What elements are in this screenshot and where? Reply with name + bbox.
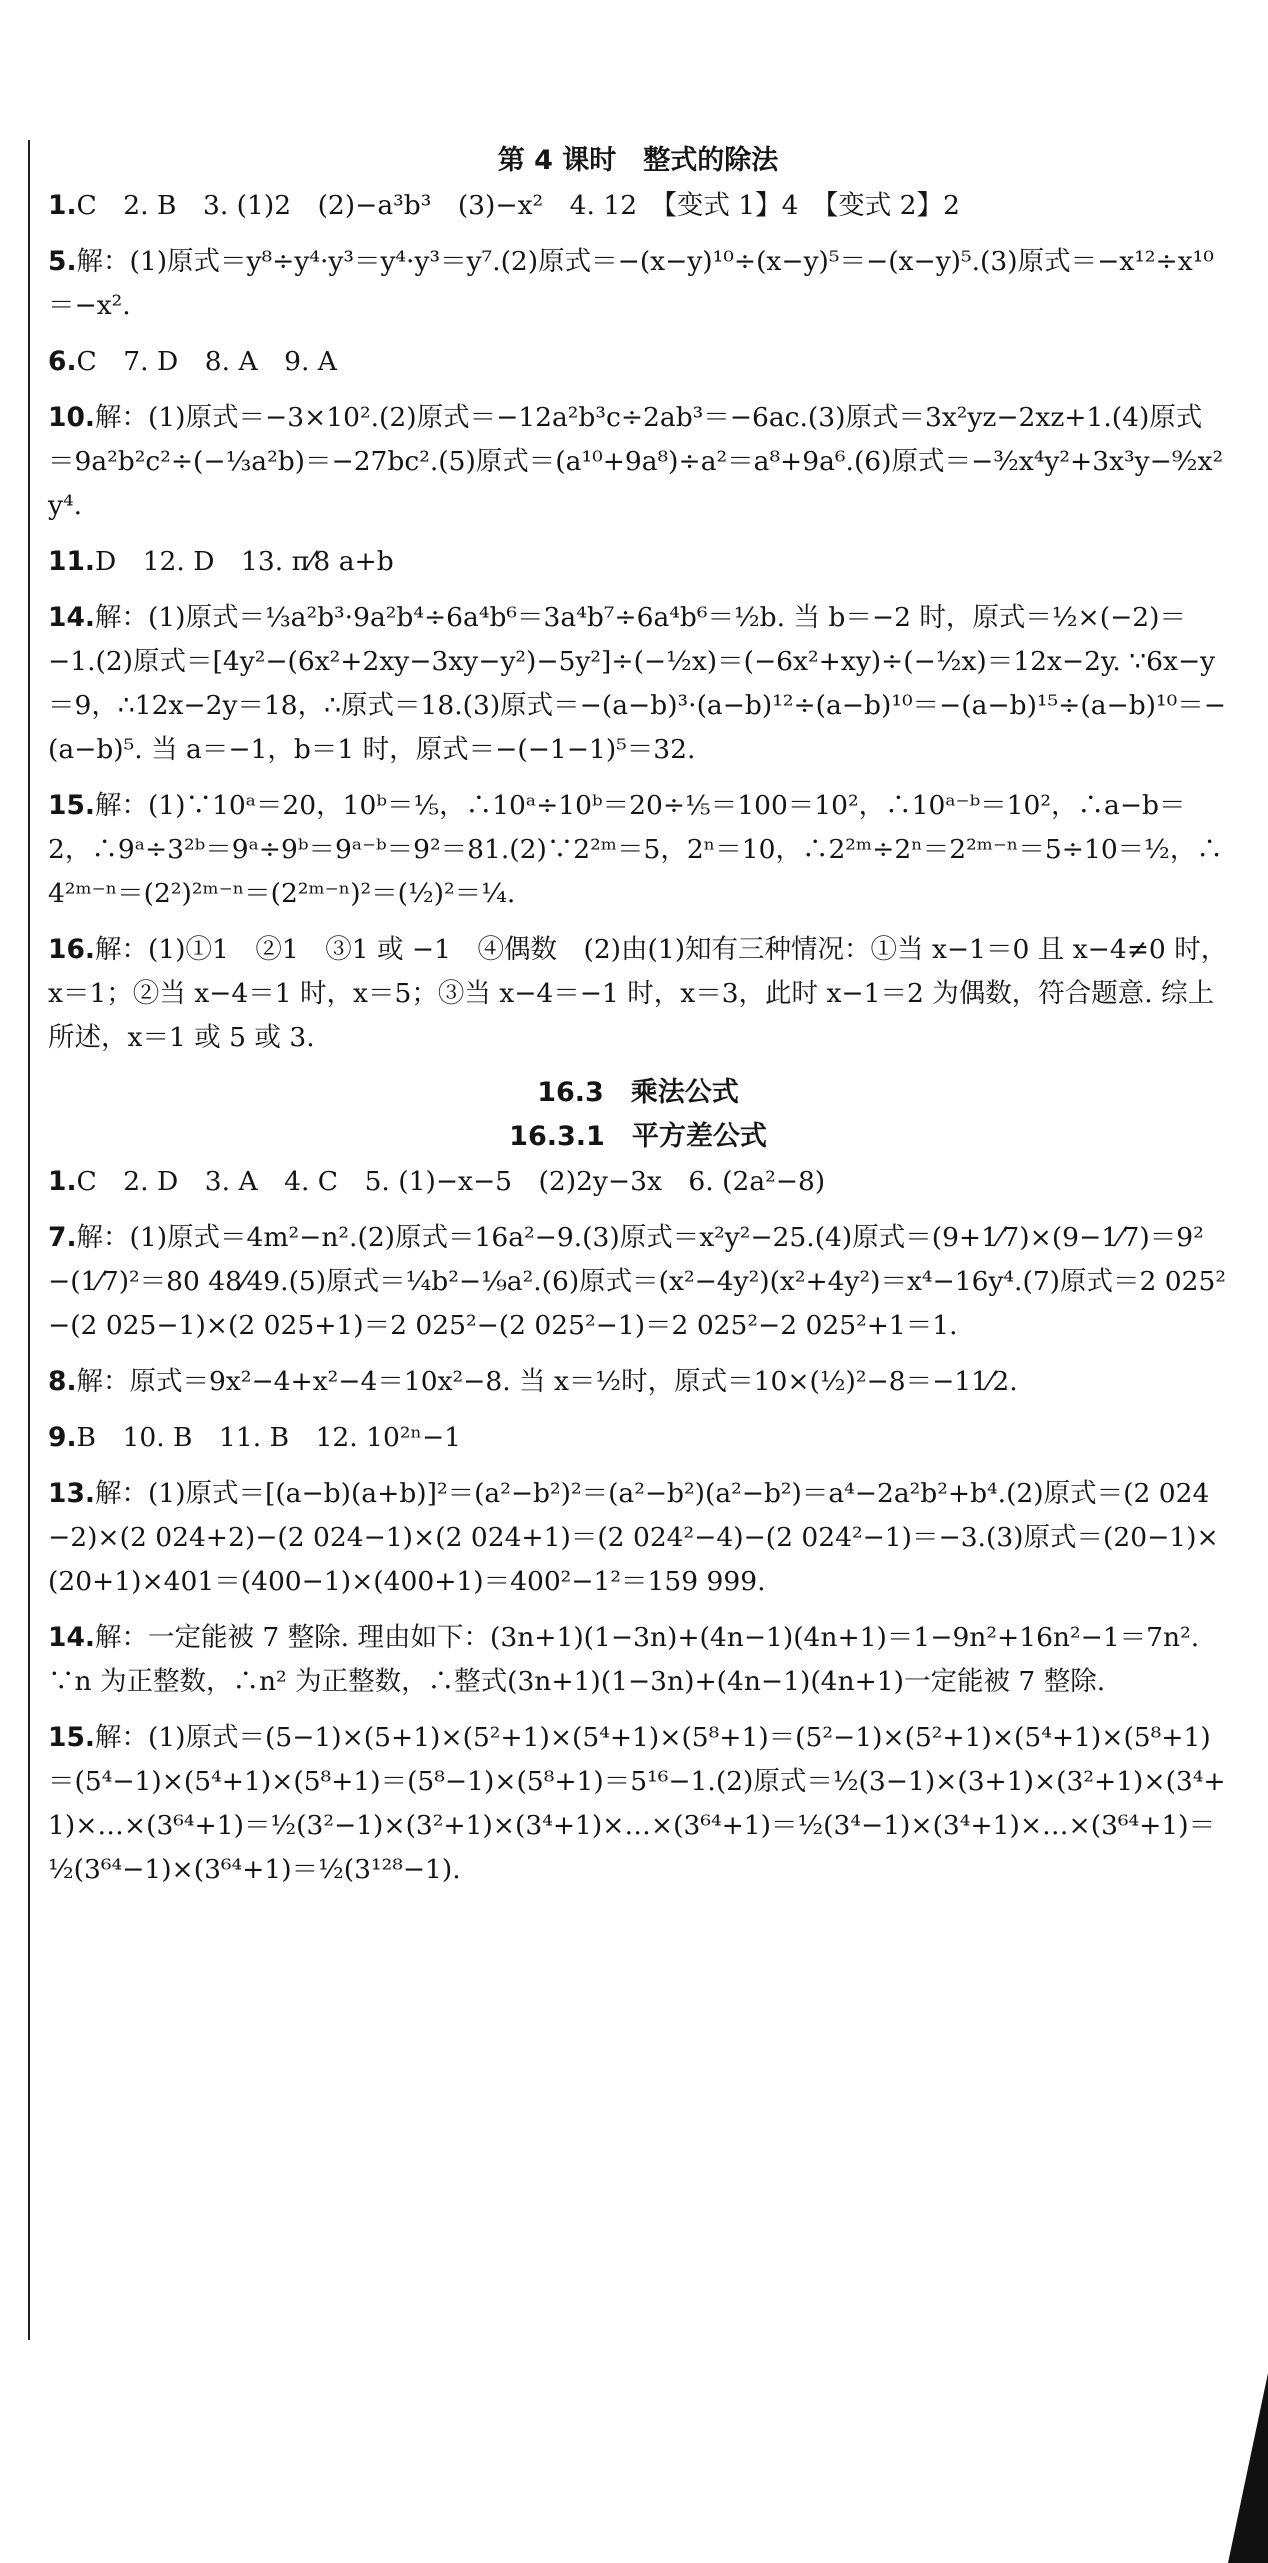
lesson-answers: [48, 184, 1228, 1060]
answer-text: 解：(1)原式＝(5−1)×(5+1)×(5²+1)×(5⁴+1)×(5⁸+1)＝(5²−1)×(5²+1)×(5⁴+1)×(5⁸+1)＝(5⁴−1)×(5⁴+1)×(5⁸+1)＝(5⁸−1)×(5⁸+1)＝5¹⁶−1.(2)原式＝½(3−1)×(3+1)×(3²+1)×(3⁴+1)×…×(3⁶⁴+1)＝½(3²−1)×(3²+1)×(3⁴+1)×…×(3⁶⁴+1)＝½(3⁴−1)×(3⁴+1)×…×(3⁶⁴+1)＝½(3⁶⁴−1)×(3⁶⁴+1)＝½(3¹²⁸−1).: [48, 1722, 1226, 1885]
answer-text: 解：一定能被 7 整除. 理由如下：(3n+1)(1−3n)+(4n−1)(4n+1)＝1−9n²+16n²−1＝7n². ∵n 为正整数，∴n² 为正整数，∴整式(3n+1)(1−3n)+(4n−1)(4n+1)一定能被 7 整除.: [48, 1622, 1208, 1697]
lesson-title: 第 4 课时 整式的除法: [497, 145, 779, 176]
answer-item: [48, 1360, 1228, 1404]
answer-item: [48, 184, 1228, 228]
answer-number: 10.: [48, 402, 95, 433]
section-title: 16.3 乘法公式: [537, 1077, 739, 1108]
answer-item: [48, 1160, 1228, 1204]
answer-text: C 2. B 3. (1)2 (2)−a³b³ (3)−x² 4. 12 【变式 1】4 【变式 2】2: [76, 190, 960, 221]
answer-number: 9.: [48, 1422, 77, 1453]
answer-number: 11.: [48, 546, 95, 577]
page-margin-rule: [28, 140, 30, 2340]
answer-item: [48, 396, 1228, 528]
answer-number: 1.: [48, 190, 77, 221]
answer-text: 解：(1)原式＝⅓a²b³·9a²b⁴÷6a⁴b⁶＝3a⁴b⁷÷6a⁴b⁶＝½b. 当 b＝−2 时，原式＝½×(−2)＝−1.(2)原式＝[4y²−(6x²+2xy−3xy−y²)−5y²]÷(−½x)＝(−6x²+xy)÷(−½x)＝12x−2y. ∵6x−y＝9，∴12x−2y＝18，∴原式＝18.(3)原式＝−(a−b)³·(a−b)¹²÷(a−b)¹⁰＝−(a−b)¹⁵÷(a−b)¹⁰＝−(a−b)⁵. 当 a＝−1，b＝1 时，原式＝−(−1−1)⁵＝32.: [48, 602, 1226, 765]
answer-item: [48, 1616, 1228, 1704]
subsection-answers: [48, 1160, 1228, 1892]
page-corner-shadow: [1228, 2373, 1268, 2563]
answer-text: 解：(1)原式＝−3×10².(2)原式＝−12a²b³c÷2ab³＝−6ac.(3)原式＝3x²yz−2xz+1.(4)原式＝9a²b²c²÷(−⅓a²b)＝−27bc².(5)原式＝(a¹⁰+9a⁸)÷a²＝a⁸+9a⁶.(6)原式＝−³⁄₂x⁴y²+3x³y−⁹⁄₂x²y⁴.: [48, 402, 1224, 521]
answer-text: 解：(1)①1 ②1 ③1 或 −1 ④偶数 (2)由(1)知有三种情况：①当 x−1＝0 且 x−4≠0 时，x＝1；②当 x−4＝1 时，x＝5；③当 x−4＝−1 时，x＝3，此时 x−1＝2 为偶数，符合题意. 综上所述，x＝1 或 5 或 3.: [48, 934, 1228, 1053]
answer-item: [48, 1716, 1228, 1892]
answer-text: C 7. D 8. A 9. A: [76, 346, 337, 377]
answer-key: [48, 138, 1228, 1904]
subsection-title: 16.3.1 平方差公式: [509, 1121, 767, 1152]
answer-item: [48, 928, 1228, 1060]
answer-text: 解：(1)∵10ᵃ＝20，10ᵇ＝⅕，∴10ᵃ÷10ᵇ＝20÷⅕＝100＝10²，∴10ᵃ⁻ᵇ＝10²，∴a−b＝2，∴9ᵃ÷3²ᵇ＝9ᵃ÷9ᵇ＝9ᵃ⁻ᵇ＝9²＝81.(2)∵2²ᵐ＝5，2ⁿ＝10，∴2²ᵐ÷2ⁿ＝2²ᵐ⁻ⁿ＝5÷10＝½，∴4²ᵐ⁻ⁿ＝(2²)²ᵐ⁻ⁿ＝(2²ᵐ⁻ⁿ)²＝(½)²＝¼.: [48, 790, 1223, 909]
answer-number: 13.: [48, 1478, 95, 1509]
answer-number: 6.: [48, 346, 77, 377]
answer-item: [48, 596, 1228, 772]
answer-number: 15.: [48, 1722, 95, 1753]
answer-number: 8.: [48, 1366, 77, 1397]
answer-number: 14.: [48, 1622, 95, 1653]
answer-item: [48, 240, 1228, 328]
answer-text: 解：原式＝9x²−4+x²−4＝10x²−8. 当 x＝½时，原式＝10×(½)²−8＝−11⁄2.: [76, 1366, 1018, 1397]
answer-number: 5.: [48, 246, 77, 277]
answer-number: 15.: [48, 790, 95, 821]
answer-number: 7.: [48, 1222, 77, 1253]
answer-text: C 2. D 3. A 4. C 5. (1)−x−5 (2)2y−3x 6. (2a²−8): [76, 1166, 826, 1197]
answer-text: B 10. B 11. B 12. 10²ⁿ−1: [76, 1422, 462, 1453]
answer-item: [48, 340, 1228, 384]
answer-item: [48, 784, 1228, 916]
answer-number: 14.: [48, 602, 95, 633]
answer-text: 解：(1)原式＝[(a−b)(a+b)]²＝(a²−b²)²＝(a²−b²)(a²−b²)＝a⁴−2a²b²+b⁴.(2)原式＝(2 024−2)×(2 024+2)−(2 024−1)×(2 024+1)＝(2 024²−4)−(2 024²−1)＝−3.(3)原式＝(20−1)×(20+1)×401＝(400−1)×(400+1)＝400²−1²＝159 999.: [48, 1478, 1219, 1597]
answer-item: [48, 1416, 1228, 1460]
answer-number: 1.: [48, 1166, 77, 1197]
answer-text: D 12. D 13. π⁄8 a+b: [94, 546, 394, 577]
answer-item: [48, 1216, 1228, 1348]
answer-text: 解：(1)原式＝y⁸÷y⁴·y³＝y⁴·y³＝y⁷.(2)原式＝−(x−y)¹⁰÷(x−y)⁵＝−(x−y)⁵.(3)原式＝−x¹²÷x¹⁰＝−x².: [48, 246, 1214, 321]
answer-item: [48, 1472, 1228, 1604]
answer-text: 解：(1)原式＝4m²−n².(2)原式＝16a²−9.(3)原式＝x²y²−25.(4)原式＝(9+1⁄7)×(9−1⁄7)＝9²−(1⁄7)²＝80 48⁄49.(5)原式＝¼b²−⅑a².(6)原式＝(x²−4y²)(x²+4y²)＝x⁴−16y⁴.(7)原式＝2 025²−(2 025−1)×(2 025+1)＝2 025²−(2 025²−1)＝2 025²−2 025²+1＝1.: [48, 1222, 1227, 1341]
answer-item: [48, 540, 1228, 584]
answer-number: 16.: [48, 934, 95, 965]
